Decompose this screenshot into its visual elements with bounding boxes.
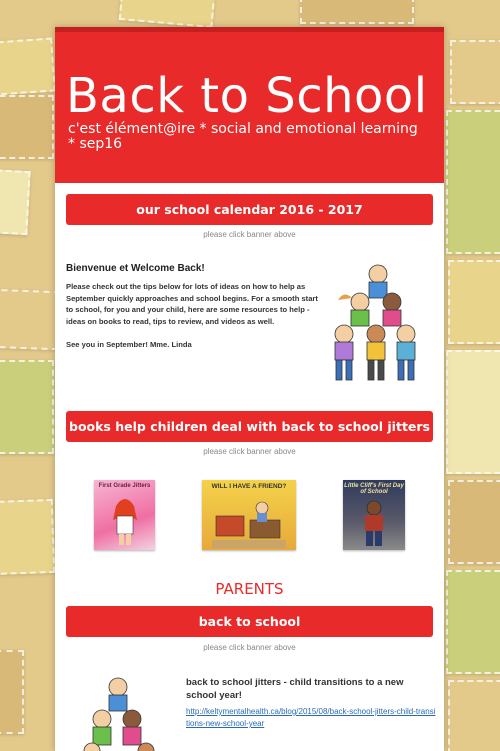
- page-title: Back to School: [66, 68, 428, 124]
- article-title: back to school jitters - child transitions to a new school year!: [186, 677, 404, 701]
- parents-heading: PARENTS: [215, 580, 284, 598]
- article-link[interactable]: http://keltymentalhealth.ca/blog/2015/08/back-school-jitters-child-transitions-new-school-year: [186, 707, 436, 728]
- calendar-banner-button[interactable]: our school calendar 2016 - 2017: [66, 194, 433, 225]
- classroom-scene-icon: [212, 494, 286, 548]
- book-cover-will-i-have-a-friend[interactable]: WILL I HAVE A FRIEND?: [202, 480, 296, 550]
- welcome-title: Bienvenue et Welcome Back!: [66, 263, 205, 274]
- book-cover-little-cliff[interactable]: Little Cliff's First Day of School: [343, 480, 405, 550]
- header-banner: [55, 27, 444, 183]
- welcome-paragraph: Please check out the tips below for lots of ideas on how to help as September quickly approaches and school begins. For a smooth start to school, for you and your child, here are some resources to help - ideas on books to read, tips to review, and videos as well.: [66, 282, 318, 327]
- girl-character-icon: [108, 496, 142, 546]
- book-cover-first-grade-jitters[interactable]: First Grade Jitters: [94, 480, 155, 550]
- children-pyramid-small-illustration: [80, 675, 160, 751]
- welcome-signoff: See you in September! Mme. Linda: [66, 339, 192, 349]
- boy-character-icon: [357, 498, 391, 548]
- back-to-school-banner-button[interactable]: back to school: [66, 606, 433, 637]
- calendar-hint: please click banner above: [203, 230, 296, 239]
- page-subtitle: c'est élément@ire * social and emotional learning * sep16: [68, 121, 418, 152]
- parents-hint: please click banner above: [203, 643, 296, 652]
- books-banner-button[interactable]: books help children deal with back to school jitters: [66, 411, 433, 442]
- children-pyramid-illustration: [326, 262, 424, 387]
- books-hint: please click banner above: [203, 447, 296, 456]
- welcome-body: [66, 281, 318, 362]
